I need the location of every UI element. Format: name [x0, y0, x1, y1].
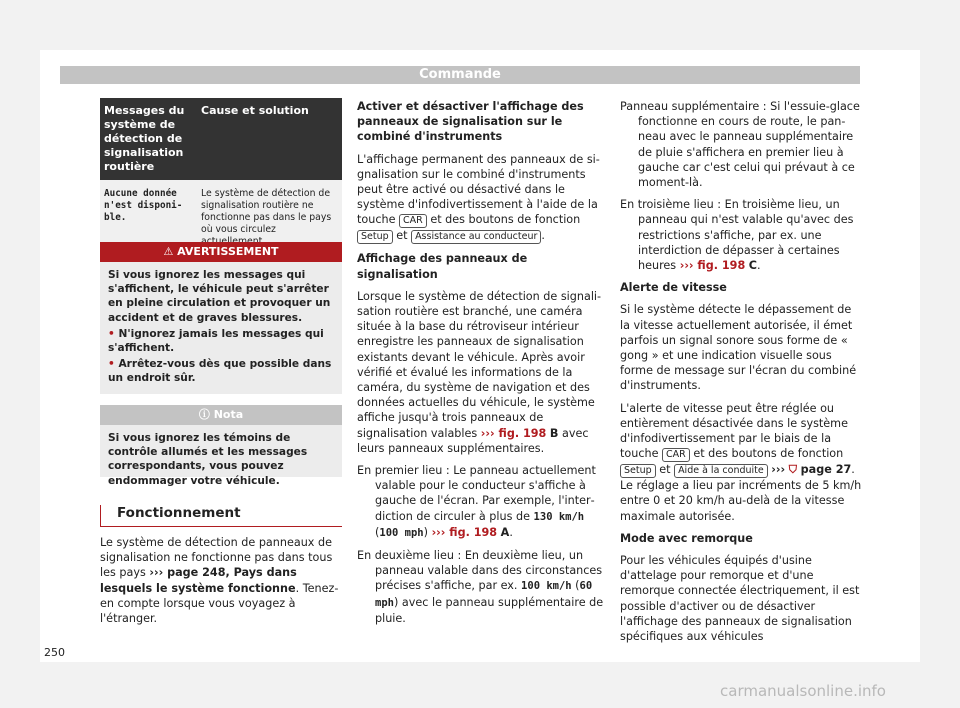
page-number: 250 [44, 646, 65, 659]
nota-title: Nota [213, 408, 244, 421]
table-cell-cause: Le système de détection de signalisation routière ne fonctionne pas dans le pays où vous circulez [197, 180, 342, 256]
car-key: CAR [662, 448, 690, 462]
table-header-messages: Messages du système de détection de signalisation routière [100, 98, 197, 180]
nota-box [100, 405, 342, 487]
paragraph-affichage: Lorsque le système de détection de signalisation routière est branché, une caméra située à la base du rétroviseur intérieur enregistre les panneaux de signalisation existants devant le véhicule. Après avoir vérifié et évalué les informations de la caméra, du système de navigation et des données actuelles du véhicule, le système affiche jusqu'à trois panneaux de signalisation valables ››› fig. 198 B avec leurs panneaux supplémentaires. [357, 289, 602, 455]
setup-key: Setup [357, 230, 393, 244]
book-icon: ⛉ [788, 463, 798, 477]
nota-text: Si vous ignorez les témoins de contrôle allumés et les messages correspondants, vous pouvez endommager votre véhicule. [108, 432, 308, 487]
section-heading-fonctionnement: Fonctionnement [100, 505, 342, 527]
fig-link[interactable]: ››› fig. 198 [679, 259, 746, 273]
heading-affichage: Affichage des panneaux de signalisation [357, 252, 528, 281]
car-key: CAR [399, 214, 427, 228]
paragraph-activer: L'affichage permanent des panneaux de signalisation sur le combiné d'instruments peut être activé ou désactivé dans le système d'infodivertissement à l'aide de la touche CAR et des boutons de fonction Setup et Assistance au conducteur . [357, 152, 600, 243]
second-item: En deuxième lieu : En deuxième lieu, un panneau valable dans des circonstances précises s'affiche, par ex. 100 km/h (60 mph) avec le panneau supplémentaire de pluie. [357, 549, 604, 625]
paragraph-alerte-2: L'alerte de vitesse peut être réglée ou entièrement désactivée dans le système d'infodivertissement par le biais de la touche CAR et des boutons de fonction Setup et Aide à la conduite ››› ⛉ page 27. Le réglage a lieu par incréments de 5 km/h entre 0 et 20 km/h au-delà de la vitesse maximale autorisée. [620, 401, 862, 523]
paragraph-alerte-1: Si le système détecte le dépassement de la vitesse actuellement autorisée, il émet parfois un signal sonore sous forme de « gong » et une indication visuelle sous forme de message sur l'écran du combiné d'instruments. [620, 303, 857, 393]
column-middle [357, 99, 605, 633]
table-cell-message: Aucune donnée n'est disponible. [100, 180, 197, 256]
page-header: Commande [60, 66, 860, 84]
page-link-248[interactable]: ››› page 248, Pays dans lesquels le système fonctionne [100, 566, 297, 595]
assistance-key: Assistance au conducteur [411, 230, 541, 244]
bullet-icon: • [108, 327, 119, 340]
setup-key: Setup [620, 464, 656, 478]
warning-box [100, 242, 342, 394]
warning-title-bar [100, 242, 342, 262]
info-icon: ⓘ [198, 408, 210, 421]
heading-activer: Activer et désactiver l'affichage des panneaux de signalisation sur le combiné d'instruments [357, 100, 584, 144]
fig-link[interactable]: ››› fig. 198 [431, 525, 498, 539]
heading-alerte: Alerte de vitesse [620, 281, 727, 295]
warning-triangle-icon: ⚠ [163, 245, 174, 258]
page-link-27[interactable]: page 27 [800, 463, 852, 477]
warning-bullet-2: • Arrêtez-vous dès que possible dans un endroit sûr. [108, 358, 332, 385]
bullet-icon: • [108, 358, 119, 371]
panel-item: Panneau supplémentaire : Si l'essuie-glace fonctionne en cours de route, le panneau avec le panneau supplémentaire de pluie s'affichera en premier lieu à gauche car c'est celui qui prévaut à ce moment-là. [620, 100, 860, 190]
fonctionnement-text: Le système de détection de panneaux de signalisation ne fonctionne pas dans tous les pays ››› page 248, Pays dans lesquels le système fonctionne. Tenez-en compte lorsque vous voyagez à l'étranger. [100, 536, 339, 626]
messages-table [100, 98, 342, 256]
nota-title-bar [100, 405, 342, 425]
watermark: carmanualsonline.info [720, 682, 886, 700]
third-item: En troisième lieu : En troisième lieu, un panneau qui n'est valable qu'avec des restrictions s'affiche, par ex. une interdiction de dépasser à certaines heures ››› fig. 198 C. [620, 198, 854, 273]
warning-text: Si vous ignorez les messages qui s'affichent, le véhicule peut s'arrêter en pleine circulation et provoquer un accident et de graves blessures. [108, 269, 331, 324]
paragraph-remorque: Pour les véhicules équipés d'usine d'attelage pour remorque et d'une remorque connectée électriquement, il est possible d'activer ou de désactiver l'affichage des panneaux de signalisation spécifiques aux véhicules [620, 554, 860, 644]
table-header-cause: Cause et solution [197, 98, 342, 180]
aide-key: Aide à la conduite [674, 464, 768, 478]
warning-bullet-1: • N'ignorez jamais les messages qui s'affichent. [108, 327, 324, 355]
column-right [620, 99, 862, 651]
first-item: En premier lieu : Le panneau actuellement valable pour le conducteur s'affiche à gauche de l'écran. Par exemple, l'interdiction de circuler à plus de 130 km/h (100 mph) ››› fig. 198 A. [357, 464, 596, 539]
heading-remorque: Mode avec remorque [620, 531, 753, 545]
fig-link[interactable]: ››› fig. 198 [480, 426, 547, 440]
warning-title: AVERTISSEMENT [177, 245, 279, 258]
